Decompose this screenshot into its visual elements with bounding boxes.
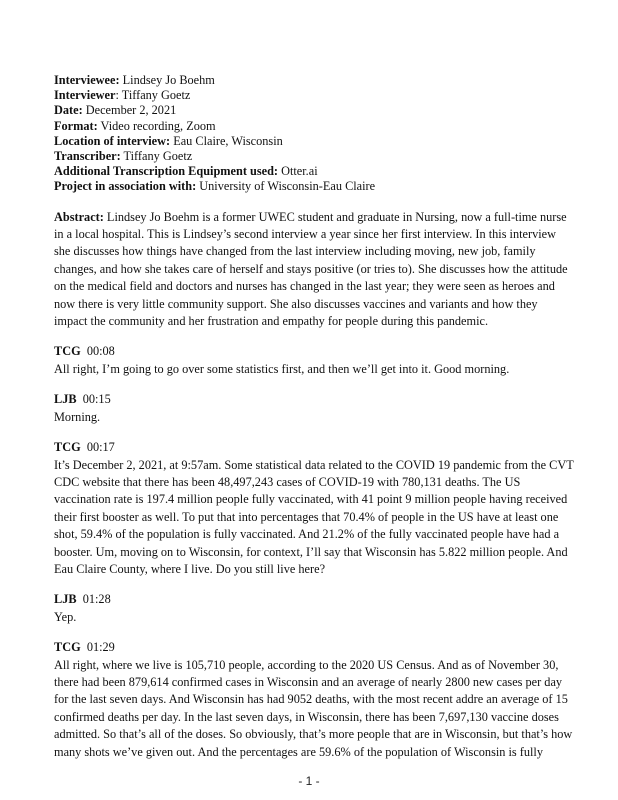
transcript-turn: [54, 343, 574, 378]
speaker-initials: TCG: [54, 440, 81, 455]
transcript-turn: [54, 439, 574, 578]
meta-label: Additional Transcription Equipment used:: [54, 164, 279, 179]
speaker-line: [54, 343, 574, 360]
transcript: [54, 343, 574, 761]
speech-text: All right, where we live is 105,710 people, according to the 2020 US Census. And as of November 30, there had been 879,614 confirmed cases in Wisconsin and an average of nearly 2800 new cases per day for the last seven days. And Wisconsin has had 9052 deaths, with the most recent addre an average of 15 confirmed deaths per day. In the last seven days, in Wisconsin, there has been 7,697,130 vaccine doses admitted. So that’s all of the doses. So obviously, that’s more people that are in Wisconsin, but that’s how many shots we’ve given out. And the percentages are 59.6% of the population of Wisconsin is fully: [54, 657, 573, 759]
speaker-initials: TCG: [54, 344, 81, 359]
abstract: [54, 209, 574, 331]
speaker-line: [54, 439, 574, 456]
speaker-line: [54, 591, 574, 608]
meta-label: Interviewee:: [54, 73, 120, 87]
meta-label: Transcriber:: [54, 149, 121, 164]
speaker-initials: LJB: [54, 592, 77, 607]
meta-label: Format:: [54, 118, 98, 133]
meta-value: Lindsey Jo Boehm: [119, 73, 215, 87]
meta-date: [54, 103, 574, 118]
timestamp: 00:17: [86, 440, 115, 455]
meta-value: : Tiffany Goetz: [115, 88, 191, 103]
speaker-initials: TCG: [54, 640, 81, 655]
abstract-label: Abstract:: [54, 209, 104, 224]
speaker-line: [54, 391, 574, 408]
speech-text: Morning.: [54, 409, 101, 424]
abstract-text: Lindsey Jo Boehm is a former UWEC student and graduate in Nursing, now a full-time nurse in a local hospital. This is Lindsey’s second interview a year since her first interview. In this interview she discusses how things have changed from the last interview including moving, new job, family changes, and how she takes care of herself and stays positive (or tries to). She discusses how the attitude on the medical field and doctors and nurses has changed in the last year; they were seen as heroes and now there is very little community support. She also discusses vaccines and variants and how they impact the community and her frustration and empathy for people during this pandemic.: [54, 209, 568, 329]
transcript-turn: [54, 391, 574, 426]
speech-text: Yep.: [54, 609, 77, 624]
speaker-initials: LJB: [54, 392, 77, 407]
timestamp: 01:28: [82, 592, 111, 607]
meta-label: Date:: [54, 103, 83, 118]
timestamp: 00:08: [86, 344, 115, 359]
meta-interviewer: [54, 88, 574, 103]
meta-label: Project in association with:: [54, 179, 197, 194]
document-page: [54, 0, 574, 761]
speaker-line: [54, 639, 574, 656]
meta-format: [54, 119, 574, 134]
meta-value: University of Wisconsin-Eau Claire: [196, 179, 376, 194]
meta-interviewee: [54, 73, 574, 88]
meta-value: Eau Claire, Wisconsin: [170, 133, 283, 148]
meta-value: December 2, 2021: [82, 103, 177, 118]
timestamp: 00:15: [82, 392, 111, 407]
meta-label: Location of interview:: [54, 133, 171, 148]
meta-location: [54, 134, 574, 149]
meta-value: Video recording, Zoom: [97, 118, 216, 133]
transcript-turn: [54, 639, 574, 761]
meta-value: Tiffany Goetz: [120, 149, 193, 164]
speech-text: It’s December 2, 2021, at 9:57am. Some statistical data related to the COVID 19 pandemic from the CVT CDC website that there has been 48,497,243 cases of COVID-19 with 780,131 deaths. The US vaccination rate is 197.4 million people fully vaccinated, with 41 point 9 million people having received their first booster as well. To put that into percentages that 70.4% of people in the US have at least one shot, 59.4% of the population is fully vaccinated. And 21.2% of the fully vaccinated people have had a booster. Um, moving on to Wisconsin, for context, I’ll say that Wisconsin has 5.822 million people. And Eau Claire County, where I live. Do you still live here?: [54, 457, 574, 576]
timestamp: 01:29: [86, 640, 115, 655]
meta-equipment: [54, 164, 574, 179]
interview-metadata: [54, 73, 574, 195]
transcript-turn: [54, 591, 574, 626]
page-number: - 1 -: [298, 774, 320, 788]
meta-transcriber: [54, 149, 574, 164]
meta-label: Interviewer: [54, 88, 116, 103]
speech-text: All right, I’m going to go over some statistics first, and then we’ll get into it. Good morning.: [54, 361, 510, 376]
meta-project: [54, 179, 574, 194]
meta-value: Otter.ai: [278, 164, 318, 179]
